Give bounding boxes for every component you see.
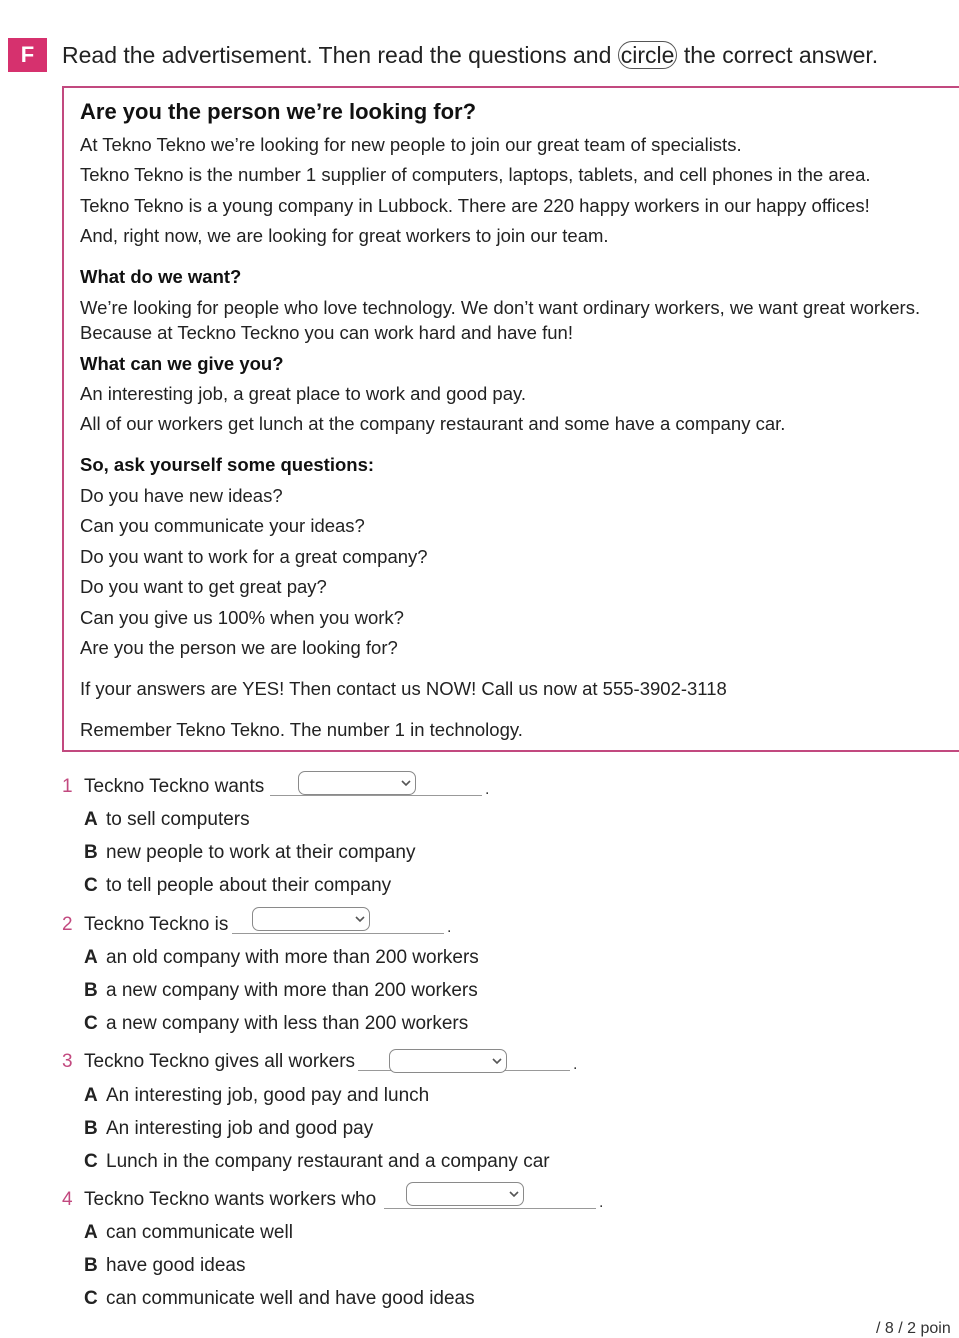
answer-dropdown-1[interactable] [298, 771, 416, 795]
option-letter: B [84, 842, 98, 863]
answer-blank [270, 795, 482, 796]
ad-give-line: An interesting job, a great place to work and good pay. [80, 383, 526, 404]
instruction-text [62, 38, 878, 72]
question-number: 2 [62, 914, 73, 935]
ad-heading-ask: So, ask yourself some questions: [80, 454, 375, 475]
option-text: to sell computers [106, 809, 250, 830]
ad-ask-line: Can you give us 100% when you work? [80, 607, 404, 628]
option-text: can communicate well [106, 1222, 293, 1243]
option-3a [84, 1085, 429, 1107]
ad-give-line: All of our workers get lunch at the company restaurant and some have a company car. [80, 413, 786, 434]
option-letter: A [84, 947, 98, 968]
option-text: An interesting job and good pay [106, 1118, 374, 1139]
option-2c [84, 1013, 468, 1035]
option-text: can communicate well and have good ideas [106, 1288, 475, 1309]
option-letter: B [84, 1255, 98, 1276]
ad-ask-line: Do you want to work for a great company? [80, 546, 428, 567]
ad-intro-line: Tekno Tekno is a young company in Lubbock. There are 220 happy workers in our happy offices! [80, 195, 870, 216]
option-text: to tell people about their company [106, 875, 392, 896]
option-2b [84, 980, 478, 1002]
option-letter: C [84, 875, 98, 896]
ad-want-line: Because at Teckno Teckno you can work hard and have fun! [80, 322, 573, 343]
option-text: Lunch in the company restaurant and a company car [106, 1151, 550, 1172]
option-letter: A [84, 1085, 98, 1106]
option-1c [84, 875, 391, 897]
option-text: An interesting job, good pay and lunch [106, 1085, 430, 1106]
ad-heading-give: What can we give you? [80, 353, 284, 374]
instruction-after: the correct answer. [677, 42, 879, 68]
ad-ask-line: Do you want to get great pay? [80, 576, 327, 597]
option-4b [84, 1255, 245, 1277]
ad-contact: If your answers are YES! Then contact us NOW! Call us now at 555-3902-3118 [80, 678, 727, 699]
ad-intro-line: Tekno Tekno is the number 1 supplier of computers, laptops, tablets, and cell phones in the area. [80, 164, 871, 185]
question-number: 1 [62, 776, 73, 797]
answer-blank [232, 933, 444, 934]
option-text: new people to work at their company [106, 842, 416, 863]
option-4c [84, 1288, 475, 1310]
option-letter: B [84, 1118, 98, 1139]
option-text: have good ideas [106, 1255, 246, 1276]
option-1a [84, 809, 250, 831]
ad-title: Are you the person we’re looking for? [80, 99, 477, 124]
ad-ask-line: Do you have new ideas? [80, 485, 283, 506]
question-stem: Teckno Teckno wants workers who [84, 1189, 377, 1210]
ad-closing: Remember Tekno Tekno. The number 1 in technology. [80, 719, 523, 740]
question-2 [62, 914, 228, 936]
option-2a [84, 947, 479, 969]
option-letter: A [84, 1222, 98, 1243]
option-letter: C [84, 1151, 98, 1172]
ad-intro-line: At Tekno Tekno we’re looking for new people to join our great team of specialists. [80, 134, 742, 155]
question-stem: Teckno Teckno wants [84, 776, 265, 797]
question-stem: Teckno Teckno gives all workers [84, 1051, 356, 1072]
option-letter: B [84, 980, 98, 1001]
instruction-before: Read the advertisement. Then read the questions and [62, 42, 618, 68]
sentence-period: . [573, 1056, 578, 1073]
option-letter: C [84, 1013, 98, 1034]
sentence-period: . [485, 781, 490, 798]
ad-intro-line: And, right now, we are looking for great workers to join our team. [80, 225, 609, 246]
answer-dropdown-2[interactable] [252, 907, 370, 931]
option-letter: C [84, 1288, 98, 1309]
option-text: an old company with more than 200 workers [106, 947, 479, 968]
ad-ask-line: Are you the person we are looking for? [80, 637, 398, 658]
sentence-period: . [599, 1194, 604, 1211]
question-number: 4 [62, 1189, 73, 1210]
question-3 [62, 1051, 355, 1073]
question-4 [62, 1189, 376, 1211]
answer-blank [384, 1208, 596, 1209]
ad-heading-want: What do we want? [80, 266, 242, 287]
points-footer: / 8 / 2 poin [876, 1320, 951, 1337]
option-3b [84, 1118, 373, 1140]
question-1 [62, 776, 264, 798]
ad-want-line: We’re looking for people who love technology. We don’t want ordinary workers, we want great workers. [80, 297, 921, 318]
section-badge: F [8, 38, 47, 72]
answer-dropdown-3[interactable] [389, 1049, 507, 1073]
option-letter: A [84, 809, 98, 830]
instruction-circled-word: circle [618, 41, 678, 69]
ad-ask-line: Can you communicate your ideas? [80, 515, 365, 536]
answer-dropdown-4[interactable] [406, 1182, 524, 1206]
option-4a [84, 1222, 293, 1244]
option-text: a new company with less than 200 workers [106, 1013, 469, 1034]
question-number: 3 [62, 1051, 73, 1072]
question-stem: Teckno Teckno is [84, 914, 229, 935]
option-1b [84, 842, 415, 864]
option-text: a new company with more than 200 workers [106, 980, 478, 1001]
sentence-period: . [447, 919, 452, 936]
option-3c [84, 1151, 550, 1173]
